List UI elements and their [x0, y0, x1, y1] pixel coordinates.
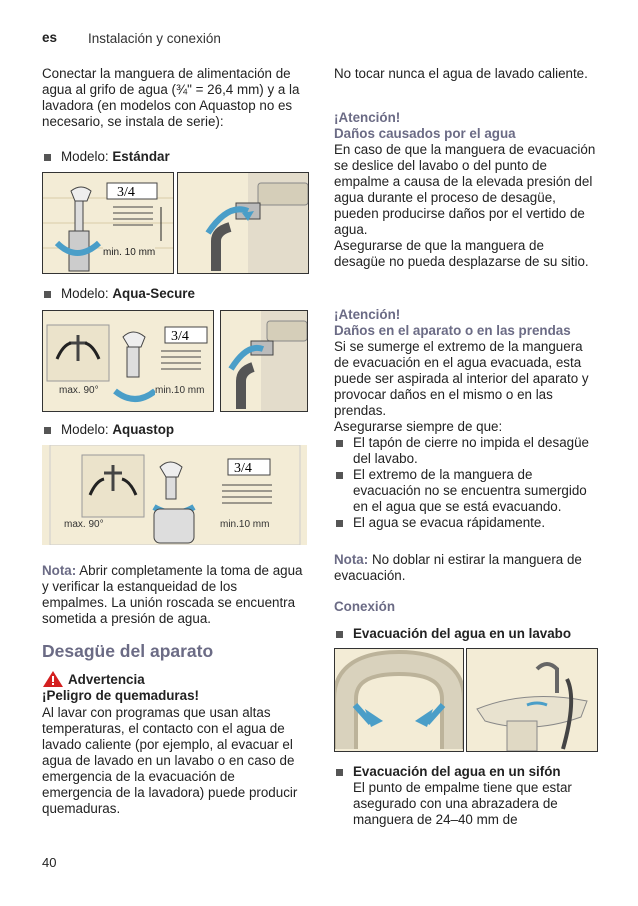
item-washbasin: Evacuación del agua en un lavabo: [334, 626, 604, 642]
bullet-icon: [336, 520, 343, 527]
svg-text:3/4: 3/4: [234, 461, 252, 476]
figure-tap-aquastop: [42, 445, 307, 545]
note-drain-hose: Nota: No doblar ni estirar la manguera de evacuación.: [334, 552, 582, 583]
bullet-icon: [44, 427, 51, 434]
note-water-tap: Nota: Abrir completamente la toma de agua y verificar la estanqueidad de los empalmes. La unión roscada se encuentra sometida a presión de agua.: [42, 563, 303, 626]
page-header-title: Instalación y conexión: [88, 31, 221, 46]
figure-tap-aqua-secure: [42, 310, 214, 412]
warning-text: Al lavar con programas que usan altas temperaturas, el contacto con el agua de lavado caliente (por ejemplo, al evacuar el agua de lavado en un lavabo o en caso de emergencia de la evacuación de emergencia de la lavadora) puede producir quemaduras.: [42, 705, 298, 816]
bullet-icon: [44, 154, 51, 161]
bullet-icon: [336, 631, 343, 638]
intro-text: Conectar la manguera de alimentación de agua al grifo de agua (¾" = 26,4 mm) y a la lavadora (en modelos con Aquastop no es necesario, se instala de serie):: [42, 66, 300, 129]
figure-hose-bend: [334, 648, 464, 752]
bullet-icon: [336, 472, 343, 479]
bullet-icon: [336, 769, 343, 776]
warning-icon: [42, 670, 64, 688]
page-number: 40: [42, 855, 57, 870]
conexion-title: Conexión: [334, 599, 396, 614]
list-item: El tapón de cierre no impida el desagüe del lavabo.: [334, 435, 596, 467]
item-siphon: Evacuación del agua en un sifón El punto de empalme tiene que estar asegurado con una abrazadera de manguera de 24–40 mm de: [334, 764, 614, 828]
svg-text:3/4: 3/4: [171, 329, 189, 344]
model-aquastop-item: Modelo: Aquastop: [42, 422, 304, 438]
min-length-label: min.10 mm: [155, 385, 205, 396]
list-item: El agua se evacua rápidamente.: [334, 515, 596, 531]
max-angle-label: max. 90°: [59, 385, 99, 396]
list-item: El extremo de la manguera de evacuación no se encuentra sumergido en el agua que se está evacuando.: [334, 467, 596, 515]
section-title-drain: Desagüe del aparato: [42, 641, 214, 661]
figure-tap-standard: [42, 172, 174, 274]
model-aqua-secure-item: Modelo: Aqua-Secure: [42, 286, 304, 302]
figure-washbasin: [466, 648, 598, 752]
min-length-label: min.10 mm: [220, 519, 270, 530]
max-angle-label: max. 90°: [64, 519, 104, 530]
warning-label-row: Advertencia: [42, 670, 145, 688]
bullet-icon: [44, 291, 51, 298]
warning-heading: ¡Peligro de quemaduras!: [42, 688, 199, 703]
model-standard-item: Modelo: Estándar: [42, 149, 304, 165]
language-code: es: [42, 30, 58, 45]
no-touch-text: No tocar nunca el agua de lavado caliente.: [334, 66, 588, 81]
min-length-label: min. 10 mm: [103, 247, 156, 258]
svg-text:3/4: 3/4: [117, 185, 135, 200]
attention-appliance-damage: ¡Atención! Daños en el aparato o en las prendas Si se sumerge el extremo de la manguera de evacuación en el agua evacuada, esta puede ser aspirada al interior del aparato y provocar daños en el mismo o en las prendas. Asegurarse siempre de que: El tapón de cierre no impida el desagüe del lavabo. El extremo de la manguera de evacuación no se encuentra sumergido en el agua que se está evacuando. El agua se evacua rápidamente.: [334, 307, 596, 531]
bullet-icon: [336, 440, 343, 447]
figure-machine-aqua-secure: [220, 310, 308, 412]
figure-machine-standard: [177, 172, 309, 274]
attention-water-damage: ¡Atención! Daños causados por el agua En caso de que la manguera de evacuación se deslice del lavabo o del punto de empalme a causa de la elevada presión del agua durante el proceso de desagüe, pueden producirse daños por el vertido de agua. Asegurarse de que la manguera de desagüe no pueda desplazarse de su sitio.: [334, 110, 596, 269]
